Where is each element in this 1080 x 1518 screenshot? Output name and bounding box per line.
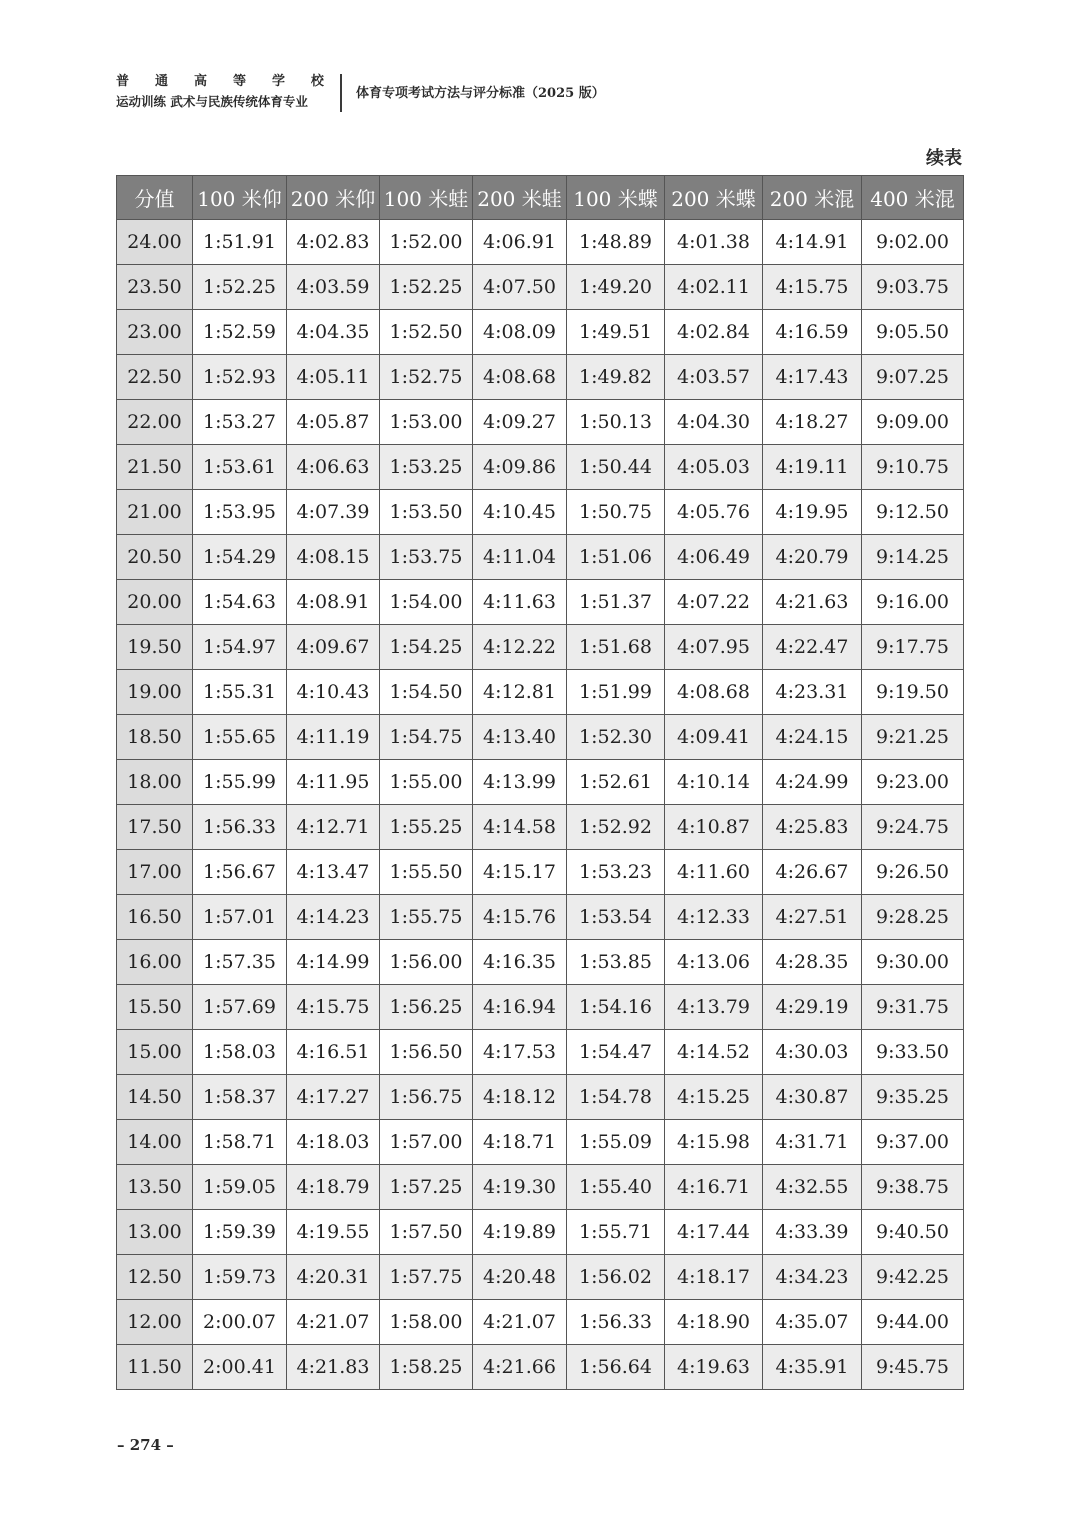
time-cell: 1:51.91 (193, 220, 287, 265)
time-cell: 4:24.99 (763, 760, 862, 805)
time-cell: 4:09.67 (287, 625, 380, 670)
time-cell: 4:08.68 (473, 355, 567, 400)
header-char: 学 (271, 74, 285, 89)
time-cell: 4:07.22 (665, 580, 763, 625)
table-row (117, 715, 964, 760)
time-cell: 4:16.71 (665, 1165, 763, 1210)
time-cell: 1:59.39 (193, 1210, 287, 1255)
table-row (117, 1075, 964, 1120)
time-cell: 4:19.55 (287, 1210, 380, 1255)
time-cell: 1:54.78 (567, 1075, 665, 1120)
time-cell: 4:18.71 (473, 1120, 567, 1165)
score-cell: 21.00 (117, 490, 193, 535)
time-cell: 1:51.06 (567, 535, 665, 580)
time-cell: 4:19.11 (763, 445, 862, 490)
time-cell: 1:56.50 (380, 1030, 473, 1075)
time-cell: 1:52.75 (380, 355, 473, 400)
score-cell: 22.50 (117, 355, 193, 400)
header-left-block (116, 70, 328, 110)
time-cell: 4:23.31 (763, 670, 862, 715)
score-cell: 20.00 (117, 580, 193, 625)
time-cell: 4:03.57 (665, 355, 763, 400)
score-cell: 22.00 (117, 400, 193, 445)
table-row (117, 625, 964, 670)
time-cell: 1:49.82 (567, 355, 665, 400)
time-cell: 1:48.89 (567, 220, 665, 265)
time-cell: 4:27.51 (763, 895, 862, 940)
score-cell: 24.00 (117, 220, 193, 265)
time-cell: 4:18.03 (287, 1120, 380, 1165)
time-cell: 4:17.53 (473, 1030, 567, 1075)
time-cell: 1:55.50 (380, 850, 473, 895)
time-cell: 9:37.00 (862, 1120, 964, 1165)
time-cell: 9:17.75 (862, 625, 964, 670)
table-row (117, 760, 964, 805)
header-char: 高 (193, 74, 207, 89)
time-cell: 4:21.83 (287, 1345, 380, 1390)
time-cell: 1:55.40 (567, 1165, 665, 1210)
header-book-title: 体育专项考试方法与评分标准（2025 版） (356, 86, 605, 101)
time-cell: 1:53.85 (567, 940, 665, 985)
time-cell: 4:19.89 (473, 1210, 567, 1255)
time-cell: 9:40.50 (862, 1210, 964, 1255)
time-cell: 1:56.64 (567, 1345, 665, 1390)
time-cell: 4:15.17 (473, 850, 567, 895)
time-cell: 9:24.75 (862, 805, 964, 850)
time-cell: 1:55.31 (193, 670, 287, 715)
time-cell: 4:14.52 (665, 1030, 763, 1075)
table-row (117, 310, 964, 355)
time-cell: 1:58.71 (193, 1120, 287, 1165)
time-cell: 1:52.50 (380, 310, 473, 355)
time-cell: 4:11.60 (665, 850, 763, 895)
time-cell: 4:30.87 (763, 1075, 862, 1120)
score-cell: 17.00 (117, 850, 193, 895)
time-cell: 1:49.51 (567, 310, 665, 355)
time-cell: 4:21.07 (287, 1300, 380, 1345)
time-cell: 4:07.39 (287, 490, 380, 535)
table-row (117, 940, 964, 985)
time-cell: 1:57.69 (193, 985, 287, 1030)
time-cell: 4:14.99 (287, 940, 380, 985)
column-header: 100 米蛙 (380, 176, 473, 220)
time-cell: 1:53.00 (380, 400, 473, 445)
score-cell: 15.50 (117, 985, 193, 1030)
time-cell: 4:20.31 (287, 1255, 380, 1300)
score-cell: 21.50 (117, 445, 193, 490)
score-cell: 12.50 (117, 1255, 193, 1300)
time-cell: 1:52.00 (380, 220, 473, 265)
time-cell: 1:55.75 (380, 895, 473, 940)
time-cell: 1:51.37 (567, 580, 665, 625)
column-header: 400 米混 (862, 176, 964, 220)
time-cell: 1:49.20 (567, 265, 665, 310)
time-cell: 1:57.00 (380, 1120, 473, 1165)
time-cell: 4:20.48 (473, 1255, 567, 1300)
score-cell: 11.50 (117, 1345, 193, 1390)
time-cell: 1:55.65 (193, 715, 287, 760)
time-cell: 1:57.01 (193, 895, 287, 940)
time-cell: 4:21.63 (763, 580, 862, 625)
header-divider (340, 74, 342, 112)
time-cell: 1:52.93 (193, 355, 287, 400)
time-cell: 4:25.83 (763, 805, 862, 850)
time-cell: 9:31.75 (862, 985, 964, 1030)
column-header: 200 米混 (763, 176, 862, 220)
time-cell: 4:10.87 (665, 805, 763, 850)
time-cell: 1:53.50 (380, 490, 473, 535)
time-cell: 1:57.75 (380, 1255, 473, 1300)
time-cell: 1:51.99 (567, 670, 665, 715)
time-cell: 1:56.67 (193, 850, 287, 895)
table-row (117, 490, 964, 535)
time-cell: 1:51.68 (567, 625, 665, 670)
time-cell: 4:02.84 (665, 310, 763, 355)
table-row (117, 220, 964, 265)
time-cell: 9:45.75 (862, 1345, 964, 1390)
time-cell: 9:03.75 (862, 265, 964, 310)
time-cell: 1:56.25 (380, 985, 473, 1030)
time-cell: 4:05.03 (665, 445, 763, 490)
time-cell: 4:14.91 (763, 220, 862, 265)
time-cell: 9:16.00 (862, 580, 964, 625)
table-row (117, 1120, 964, 1165)
time-cell: 4:03.59 (287, 265, 380, 310)
time-cell: 4:17.27 (287, 1075, 380, 1120)
time-cell: 4:13.99 (473, 760, 567, 805)
table-row (117, 1345, 964, 1390)
time-cell: 4:21.66 (473, 1345, 567, 1390)
time-cell: 1:57.35 (193, 940, 287, 985)
time-cell: 1:52.59 (193, 310, 287, 355)
time-cell: 9:09.00 (862, 400, 964, 445)
time-cell: 4:18.12 (473, 1075, 567, 1120)
time-cell: 4:09.41 (665, 715, 763, 760)
time-cell: 1:53.75 (380, 535, 473, 580)
time-cell: 4:10.14 (665, 760, 763, 805)
time-cell: 9:28.25 (862, 895, 964, 940)
time-cell: 4:16.59 (763, 310, 862, 355)
time-cell: 4:06.49 (665, 535, 763, 580)
time-cell: 1:52.30 (567, 715, 665, 760)
time-cell: 1:50.13 (567, 400, 665, 445)
time-cell: 9:10.75 (862, 445, 964, 490)
time-cell: 4:19.30 (473, 1165, 567, 1210)
time-cell: 2:00.41 (193, 1345, 287, 1390)
time-cell: 9:33.50 (862, 1030, 964, 1075)
time-cell: 4:30.03 (763, 1030, 862, 1075)
time-cell: 4:09.27 (473, 400, 567, 445)
time-cell: 1:54.25 (380, 625, 473, 670)
column-header: 100 米仰 (193, 176, 287, 220)
score-cell: 23.00 (117, 310, 193, 355)
table-row (117, 1255, 964, 1300)
table-row (117, 805, 964, 850)
time-cell: 4:16.94 (473, 985, 567, 1030)
time-cell: 4:24.15 (763, 715, 862, 760)
time-cell: 1:54.97 (193, 625, 287, 670)
time-cell: 4:20.79 (763, 535, 862, 580)
time-cell: 4:16.51 (287, 1030, 380, 1075)
time-cell: 4:15.25 (665, 1075, 763, 1120)
score-cell: 19.00 (117, 670, 193, 715)
time-cell: 4:15.75 (763, 265, 862, 310)
time-cell: 1:52.61 (567, 760, 665, 805)
time-cell: 4:21.07 (473, 1300, 567, 1345)
time-cell: 4:08.15 (287, 535, 380, 580)
header-char: 校 (310, 74, 324, 89)
table-row (117, 1300, 964, 1345)
table-row (117, 850, 964, 895)
time-cell: 1:53.25 (380, 445, 473, 490)
time-cell: 4:18.17 (665, 1255, 763, 1300)
table-row (117, 670, 964, 715)
time-cell: 4:06.91 (473, 220, 567, 265)
time-cell: 1:53.61 (193, 445, 287, 490)
time-cell: 4:17.44 (665, 1210, 763, 1255)
table-row (117, 535, 964, 580)
time-cell: 4:08.91 (287, 580, 380, 625)
time-cell: 1:58.00 (380, 1300, 473, 1345)
time-cell: 1:55.25 (380, 805, 473, 850)
time-cell: 4:15.75 (287, 985, 380, 1030)
time-cell: 1:56.00 (380, 940, 473, 985)
time-cell: 1:52.25 (380, 265, 473, 310)
score-cell: 12.00 (117, 1300, 193, 1345)
time-cell: 1:58.03 (193, 1030, 287, 1075)
time-cell: 4:11.19 (287, 715, 380, 760)
score-cell: 17.50 (117, 805, 193, 850)
score-cell: 23.50 (117, 265, 193, 310)
score-cell: 20.50 (117, 535, 193, 580)
time-cell: 4:12.33 (665, 895, 763, 940)
score-cell: 14.50 (117, 1075, 193, 1120)
time-cell: 4:26.67 (763, 850, 862, 895)
time-cell: 4:13.79 (665, 985, 763, 1030)
time-cell: 4:17.43 (763, 355, 862, 400)
time-cell: 9:19.50 (862, 670, 964, 715)
time-cell: 1:52.25 (193, 265, 287, 310)
column-header: 200 米蛙 (473, 176, 567, 220)
time-cell: 9:02.00 (862, 220, 964, 265)
score-cell: 16.00 (117, 940, 193, 985)
time-cell: 4:34.23 (763, 1255, 862, 1300)
time-cell: 1:56.75 (380, 1075, 473, 1120)
table-row (117, 985, 964, 1030)
time-cell: 4:10.43 (287, 670, 380, 715)
table-row (117, 265, 964, 310)
time-cell: 1:54.47 (567, 1030, 665, 1075)
time-cell: 4:06.63 (287, 445, 380, 490)
header-major: 运动训练 武术与民族传统体育专业 (116, 94, 308, 109)
time-cell: 4:19.63 (665, 1345, 763, 1390)
time-cell: 4:12.71 (287, 805, 380, 850)
score-cell: 13.00 (117, 1210, 193, 1255)
time-cell: 4:07.50 (473, 265, 567, 310)
time-cell: 1:50.75 (567, 490, 665, 535)
time-cell: 1:55.09 (567, 1120, 665, 1165)
time-cell: 4:19.95 (763, 490, 862, 535)
table-header-row (117, 176, 964, 220)
time-cell: 9:26.50 (862, 850, 964, 895)
time-cell: 4:35.91 (763, 1345, 862, 1390)
time-cell: 1:54.29 (193, 535, 287, 580)
page-number: – 274 – (117, 1436, 174, 1454)
score-cell: 18.50 (117, 715, 193, 760)
time-cell: 4:10.45 (473, 490, 567, 535)
time-cell: 1:58.37 (193, 1075, 287, 1120)
time-cell: 1:53.23 (567, 850, 665, 895)
time-cell: 9:07.25 (862, 355, 964, 400)
time-cell: 1:59.73 (193, 1255, 287, 1300)
table-row (117, 580, 964, 625)
time-cell: 1:58.25 (380, 1345, 473, 1390)
time-cell: 1:54.75 (380, 715, 473, 760)
time-cell: 4:11.04 (473, 535, 567, 580)
time-cell: 4:09.86 (473, 445, 567, 490)
time-cell: 9:14.25 (862, 535, 964, 580)
time-cell: 9:42.25 (862, 1255, 964, 1300)
header-char: 等 (232, 74, 246, 89)
time-cell: 4:12.81 (473, 670, 567, 715)
time-cell: 4:08.09 (473, 310, 567, 355)
table-body (117, 220, 964, 1390)
time-cell: 4:02.11 (665, 265, 763, 310)
table-row (117, 1030, 964, 1075)
time-cell: 4:32.55 (763, 1165, 862, 1210)
header-school-title (116, 70, 324, 90)
time-cell: 1:54.00 (380, 580, 473, 625)
time-cell: 4:15.98 (665, 1120, 763, 1165)
column-header: 200 米仰 (287, 176, 380, 220)
time-cell: 1:56.33 (193, 805, 287, 850)
time-cell: 1:53.27 (193, 400, 287, 445)
time-cell: 1:55.00 (380, 760, 473, 805)
time-cell: 4:04.35 (287, 310, 380, 355)
time-cell: 4:14.58 (473, 805, 567, 850)
time-cell: 1:56.02 (567, 1255, 665, 1300)
time-cell: 4:22.47 (763, 625, 862, 670)
time-cell: 1:54.50 (380, 670, 473, 715)
table-row (117, 1165, 964, 1210)
time-cell: 4:15.76 (473, 895, 567, 940)
table-row (117, 1210, 964, 1255)
time-cell: 2:00.07 (193, 1300, 287, 1345)
time-cell: 9:05.50 (862, 310, 964, 355)
time-cell: 9:38.75 (862, 1165, 964, 1210)
time-cell: 4:11.63 (473, 580, 567, 625)
time-cell: 4:33.39 (763, 1210, 862, 1255)
table-row (117, 355, 964, 400)
time-cell: 4:05.76 (665, 490, 763, 535)
time-cell: 1:50.44 (567, 445, 665, 490)
time-cell: 4:12.22 (473, 625, 567, 670)
time-cell: 4:16.35 (473, 940, 567, 985)
header-char: 通 (154, 74, 168, 89)
score-cell: 14.00 (117, 1120, 193, 1165)
column-header: 分值 (117, 176, 193, 220)
column-header: 100 米蝶 (567, 176, 665, 220)
time-cell: 4:18.90 (665, 1300, 763, 1345)
time-cell: 4:01.38 (665, 220, 763, 265)
time-cell: 4:14.23 (287, 895, 380, 940)
time-cell: 1:55.99 (193, 760, 287, 805)
score-table (116, 175, 964, 1390)
time-cell: 4:31.71 (763, 1120, 862, 1165)
time-cell: 1:55.71 (567, 1210, 665, 1255)
time-cell: 4:02.83 (287, 220, 380, 265)
time-cell: 9:30.00 (862, 940, 964, 985)
time-cell: 9:12.50 (862, 490, 964, 535)
time-cell: 4:13.47 (287, 850, 380, 895)
time-cell: 4:35.07 (763, 1300, 862, 1345)
table-row (117, 445, 964, 490)
time-cell: 4:11.95 (287, 760, 380, 805)
time-cell: 4:18.79 (287, 1165, 380, 1210)
score-cell: 15.00 (117, 1030, 193, 1075)
time-cell: 4:05.87 (287, 400, 380, 445)
score-cell: 19.50 (117, 625, 193, 670)
time-cell: 1:53.54 (567, 895, 665, 940)
time-cell: 1:53.95 (193, 490, 287, 535)
header-char: 普 (116, 74, 130, 89)
time-cell: 4:04.30 (665, 400, 763, 445)
table-row (117, 400, 964, 445)
time-cell: 1:52.92 (567, 805, 665, 850)
table-row (117, 895, 964, 940)
score-cell: 13.50 (117, 1165, 193, 1210)
score-cell: 16.50 (117, 895, 193, 940)
time-cell: 1:56.33 (567, 1300, 665, 1345)
time-cell: 4:29.19 (763, 985, 862, 1030)
time-cell: 4:28.35 (763, 940, 862, 985)
time-cell: 1:57.25 (380, 1165, 473, 1210)
time-cell: 4:13.06 (665, 940, 763, 985)
time-cell: 4:08.68 (665, 670, 763, 715)
time-cell: 1:54.63 (193, 580, 287, 625)
time-cell: 4:05.11 (287, 355, 380, 400)
column-header: 200 米蝶 (665, 176, 763, 220)
time-cell: 9:44.00 (862, 1300, 964, 1345)
time-cell: 9:23.00 (862, 760, 964, 805)
time-cell: 4:18.27 (763, 400, 862, 445)
score-cell: 18.00 (117, 760, 193, 805)
time-cell: 9:21.25 (862, 715, 964, 760)
time-cell: 4:13.40 (473, 715, 567, 760)
continued-label: 续表 (926, 148, 962, 169)
time-cell: 9:35.25 (862, 1075, 964, 1120)
time-cell: 1:59.05 (193, 1165, 287, 1210)
time-cell: 1:57.50 (380, 1210, 473, 1255)
time-cell: 4:07.95 (665, 625, 763, 670)
time-cell: 1:54.16 (567, 985, 665, 1030)
